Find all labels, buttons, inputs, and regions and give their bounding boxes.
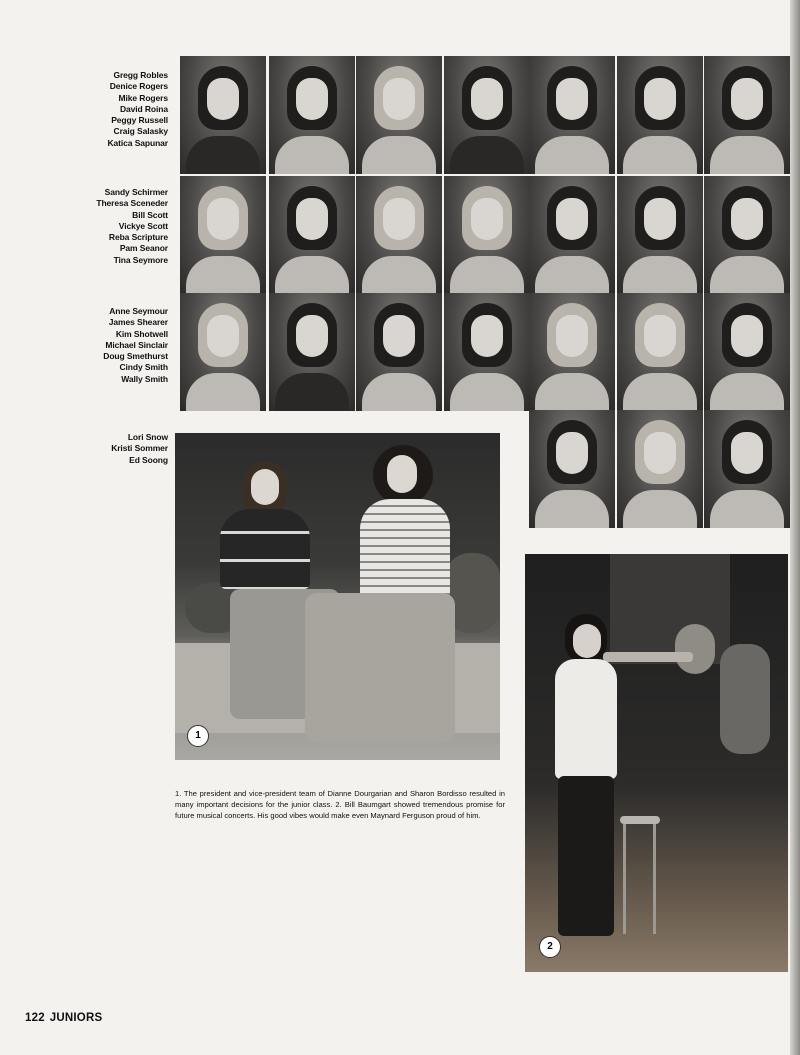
student-name: Peggy Russell (111, 115, 168, 126)
student-name: Craig Salasky (113, 126, 168, 137)
student-portrait (529, 176, 615, 294)
photo-caption: 1. The president and vice-president team of Dianne Dourgarian and Sharon Bordisso resulted in many important decisions for the junior class. 2. Bill Baumgart showed tremendous promise for future musical concerts. His good vibes would make even Maynard Ferguson proud of him. (175, 789, 505, 820)
student-name: Katica Sapunar (107, 137, 168, 148)
student-name: Tina Seymore (113, 254, 168, 265)
name-list-row-2 (40, 187, 168, 266)
student-name: Cindy Smith (119, 362, 168, 373)
student-portrait (444, 56, 530, 174)
page-number: 122 (25, 1012, 45, 1024)
student-portrait (617, 176, 703, 294)
white-tshirt (555, 659, 617, 779)
student-portrait (269, 176, 355, 294)
striped-sweater (220, 509, 310, 589)
student-portrait (269, 293, 355, 411)
student-portrait (180, 176, 266, 294)
stool-leg (653, 824, 656, 934)
officers-photo (175, 433, 500, 760)
student-name: James Shearer (108, 317, 168, 328)
student-portrait (444, 293, 530, 411)
student-name: Michael Sinclair (105, 339, 168, 350)
section-title: JUNIORS (49, 1012, 103, 1024)
student-portrait (617, 56, 703, 174)
student-name: Lori Snow (127, 432, 168, 442)
student-portrait (704, 293, 790, 411)
student-name: Wally Smith (121, 373, 168, 384)
student-portrait (617, 410, 703, 528)
photo-number-badge: 2 (539, 936, 561, 958)
student-portrait (617, 293, 703, 411)
student-name: Kim Shotwell (115, 328, 168, 339)
page-footer (25, 1012, 107, 1024)
student-name: Ed Soong (129, 454, 168, 465)
student-name: Theresa Sceneder (96, 198, 168, 209)
person-face (251, 469, 279, 505)
stool-leg (623, 824, 626, 934)
student-portrait (356, 56, 442, 174)
student-name: Bill Scott (132, 209, 168, 220)
student-name: Kristi Sommer (111, 443, 168, 454)
dark-pants (558, 776, 614, 936)
musician (720, 644, 770, 754)
student-portrait (356, 293, 442, 411)
student-portrait (704, 410, 790, 528)
student-name: Gregg Robles (113, 70, 168, 80)
name-list-row-1 (40, 70, 168, 149)
stool-seat (620, 816, 660, 824)
student-portrait (704, 176, 790, 294)
striped-shirt (360, 499, 450, 599)
student-portrait (444, 176, 530, 294)
name-list-row-3 (40, 306, 168, 385)
musician (675, 624, 715, 674)
student-portrait (180, 56, 266, 174)
student-name: Anne Seymour (109, 306, 168, 316)
student-name: Mike Rogers (118, 92, 168, 103)
person-face (573, 624, 601, 658)
student-portrait (529, 56, 615, 174)
student-portrait (529, 410, 615, 528)
student-name: Sandy Schirmer (104, 187, 168, 197)
person-face (387, 455, 417, 493)
jeans (305, 593, 455, 743)
student-portrait (704, 56, 790, 174)
student-name: Reba Scripture (108, 232, 168, 243)
student-name: David Roina (119, 103, 168, 114)
band-photo (525, 554, 788, 972)
student-portrait (180, 293, 266, 411)
student-name: Vickye Scott (118, 220, 168, 231)
student-name: Pam Seanor (119, 243, 168, 254)
student-name: Doug Smethurst (103, 351, 168, 362)
trumpet (603, 652, 693, 662)
student-name: Denice Rogers (109, 81, 168, 92)
student-portrait (356, 176, 442, 294)
name-list-row-4 (40, 432, 168, 466)
page-binding-gutter (790, 0, 800, 1055)
photo-number-badge: 1 (187, 725, 209, 747)
student-portrait (529, 293, 615, 411)
student-portrait (269, 56, 355, 174)
